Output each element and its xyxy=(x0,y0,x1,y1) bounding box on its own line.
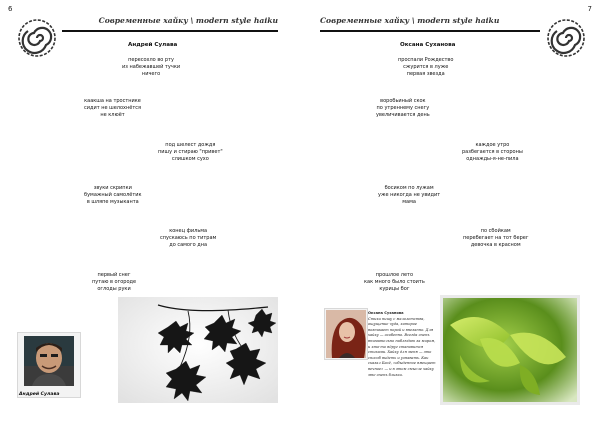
author-name-right: Оксана Суханова xyxy=(400,42,456,48)
haiku-right-3 xyxy=(462,142,523,164)
haiku-left-6 xyxy=(92,272,136,294)
page-number-left: 6 xyxy=(8,5,13,13)
haiku-line: бумажный самолётик xyxy=(84,192,142,199)
author-photo-frame-left xyxy=(17,332,81,398)
haiku-line: спускаюсь по титрам xyxy=(160,235,217,242)
author-name-left: Андрей Сулава xyxy=(128,42,178,48)
haiku-line: в шляпе музыканта xyxy=(86,199,139,206)
haiku-line: девочка в красном xyxy=(470,242,521,249)
bio-text: Стихи пишу с малолетства, ощущение чуда, которое возникает порой и внезапно. Для хайку — особенно. Всегда очень внимательно наблюдаю за миром, и кто-то вдруг становится стихами. Хайку для меня — это способ видеть и узнавать. Как сказал Басё, «обыденное вмещает вечное» — и в этом смысле хайку мне очень близки. xyxy=(368,316,436,377)
author-photo-frame-right xyxy=(324,308,368,360)
haiku-line: под шелест дождя xyxy=(165,142,216,148)
haiku-right-1 xyxy=(398,57,453,79)
haiku-line: конец фильма xyxy=(169,228,208,234)
green-leaves-photo xyxy=(440,295,580,405)
header-rule-left xyxy=(62,30,278,32)
haiku-line: воробьиный скок xyxy=(380,98,426,104)
header-rule-right xyxy=(320,30,540,32)
haiku-line: перебегает на тот берег xyxy=(463,235,529,242)
haiku-line: оглоды руки xyxy=(97,286,131,293)
haiku-line: как много было стоить xyxy=(364,279,425,286)
haiku-right-2 xyxy=(376,98,430,120)
haiku-line: по утреннему снегу xyxy=(376,105,430,112)
haiku-left-3 xyxy=(158,142,223,164)
haiku-left-5 xyxy=(160,228,216,250)
haiku-line: из набежавшей тучки xyxy=(122,64,181,71)
swirl-logo-icon xyxy=(17,18,57,58)
author-portrait-image xyxy=(326,310,366,358)
oak-leaves-photo xyxy=(118,297,278,403)
haiku-line: первая звезда xyxy=(406,71,445,78)
haiku-line: сжурится в луже xyxy=(403,64,449,71)
author-bio-right xyxy=(368,311,436,378)
haiku-line: увеличивается день xyxy=(376,112,430,119)
haiku-right-6 xyxy=(364,272,425,294)
haiku-left-2 xyxy=(84,98,141,120)
author-portrait-image xyxy=(18,336,80,386)
haiku-line: не клюёт xyxy=(100,112,125,119)
haiku-line: по сбойкам xyxy=(480,228,511,234)
haiku-line: первый снег xyxy=(97,272,131,278)
haiku-line: каждое утро xyxy=(475,142,510,148)
haiku-line: путаю в огороде xyxy=(92,279,137,286)
haiku-line: курицы бог xyxy=(379,286,410,293)
haiku-right-4 xyxy=(378,185,440,207)
haiku-line: ничего xyxy=(141,71,161,78)
haiku-line: разбегается в стороны xyxy=(462,149,523,156)
haiku-left-4 xyxy=(84,185,142,207)
haiku-line: однажды-я-не-пила xyxy=(466,156,519,163)
page-number-right: 7 xyxy=(587,5,592,13)
haiku-line: прошлое лето xyxy=(375,272,414,278)
haiku-line: мама xyxy=(402,199,416,206)
haiku-line: слишком сухо xyxy=(171,156,209,163)
haiku-line: пересохло во рту xyxy=(128,57,174,63)
header-title-left: Современные хайку \ modern style haiku xyxy=(98,16,278,25)
right-page xyxy=(300,0,600,424)
haiku-line: звуки скрипки xyxy=(93,185,132,191)
haiku-line: до самого дна xyxy=(169,242,208,249)
haiku-line: проспали Рождество xyxy=(398,57,454,63)
author-photo-caption-left: Андрей Сулава xyxy=(19,392,60,397)
bio-name: Оксана Суханова xyxy=(368,311,404,315)
haiku-line: сидит не шелохнётся xyxy=(84,105,142,112)
swirl-logo-icon xyxy=(546,18,586,58)
haiku-line: уже никогда не увидит xyxy=(378,192,441,199)
haiku-line: каакша на тростнике xyxy=(84,98,141,104)
haiku-line: пишу и стираю "привет" xyxy=(158,149,223,156)
header-title-right: Современные хайку \ modern style haiku xyxy=(320,16,500,25)
haiku-left-1 xyxy=(122,57,180,79)
haiku-right-5 xyxy=(463,228,528,250)
haiku-line: босиком по лужам xyxy=(384,185,434,191)
